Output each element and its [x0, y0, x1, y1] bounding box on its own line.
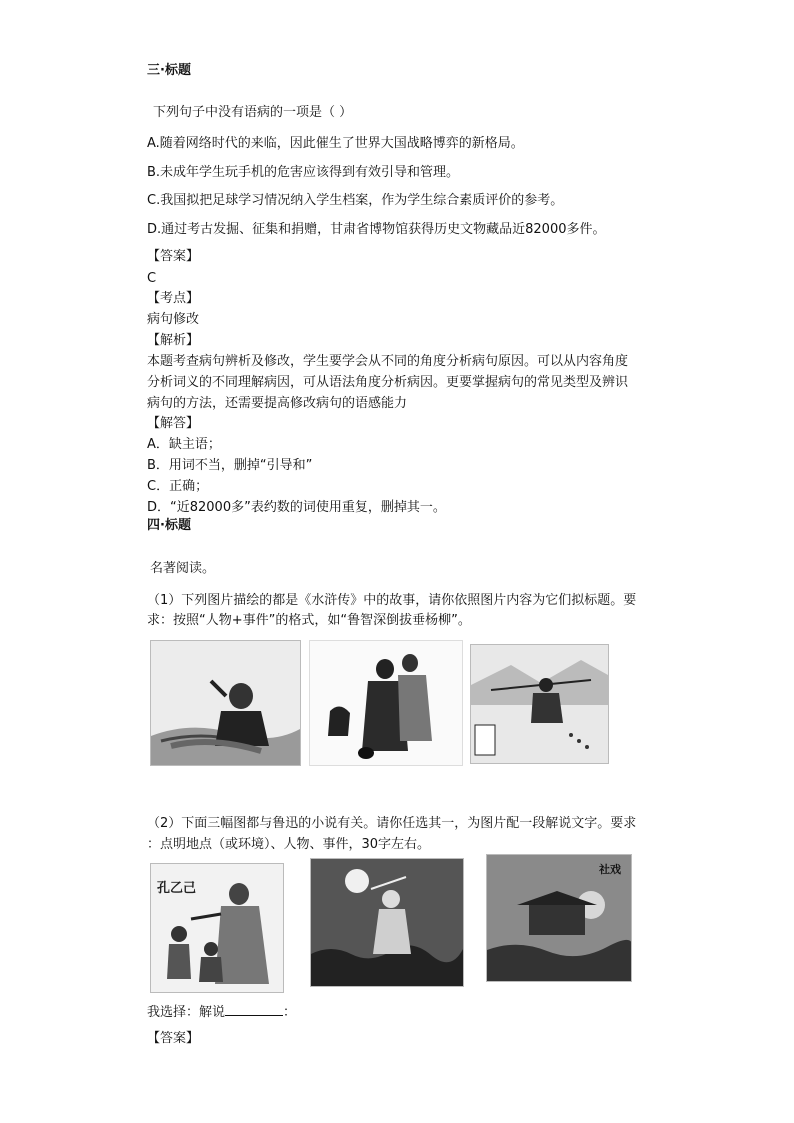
answer-blank[interactable] [225, 1003, 283, 1016]
choose-line [147, 1003, 296, 1022]
analysis-line: 分析词义的不同理解病因，可从语法角度分析病因。更要掌握病句的常见类型及辨识 [147, 375, 629, 390]
shuihu-image-2 [309, 640, 463, 766]
section-4-intro: 名著阅读。 [150, 561, 216, 576]
point-value: 病句修改 [147, 312, 200, 327]
section-4-answer-label: 【答案】 [147, 1031, 200, 1046]
shuihu-image-3 [470, 644, 609, 764]
option-a: A.随着网络时代的来临，因此催生了世界大国战略博弈的新格局。 [147, 136, 524, 151]
shexi-image [486, 854, 632, 982]
solution-a: A．缺主语； [147, 437, 221, 452]
section-3-heading: 三·标题 [147, 63, 191, 78]
question-stem: 下列句子中没有语病的一项是（ ） [153, 105, 353, 120]
choose-suffix: ： [283, 1005, 297, 1020]
analysis-line: 本题考查病句辨析及修改，学生要学会从不同的角度分析病句原因。可以从内容角度 [147, 354, 629, 369]
option-c: C.我国拟把足球学习情况纳入学生档案，作为学生综合素质评价的参考。 [147, 193, 564, 208]
question-1-line: （1）下列图片描绘的都是《水浒传》中的故事，请你依照图片内容为它们拟标题。要 [147, 593, 637, 608]
question-2-line: ：点明地点（或环境）、人物、事件，30字左右。 [147, 837, 431, 852]
choose-prefix: 我选择：解说 [147, 1005, 226, 1020]
point-label: 【考点】 [147, 291, 200, 306]
answer-value: C [147, 271, 157, 286]
runtu-image [310, 858, 464, 987]
section-4-heading: 四·标题 [147, 518, 191, 533]
solution-c: C．正确； [147, 479, 209, 494]
option-d: D.通过考古发掘、征集和捐赠，甘肃省博物馆获得历史文物藏品近82000多件。 [147, 222, 606, 237]
shuihu-image-1 [150, 640, 301, 766]
solution-d: D．“近82000多”表约数的词使用重复，删掉其一。 [147, 500, 446, 515]
solution-label: 【解答】 [147, 416, 200, 431]
analysis-line: 病句的方法，还需要提高修改病句的语感能力 [147, 396, 408, 411]
kong-yiji-image [150, 863, 284, 993]
question-1-line: 求：按照“人物+事件”的格式，如“鲁智深倒拔垂杨柳”。 [147, 613, 471, 628]
answer-label: 【答案】 [147, 249, 200, 264]
kong-yiji-caption: 孔乙己 [157, 881, 197, 896]
option-b: B.未成年学生玩手机的危害应该得到有效引导和管理。 [147, 165, 460, 180]
analysis-label: 【解析】 [147, 333, 200, 348]
solution-b: B．用词不当，删掉“引导和” [147, 458, 313, 473]
question-2-line: （2）下面三幅图都与鲁迅的小说有关。请你任选其一，为图片配一段解说文字。要求 [147, 816, 637, 831]
shexi-caption: 社戏 [599, 863, 621, 876]
